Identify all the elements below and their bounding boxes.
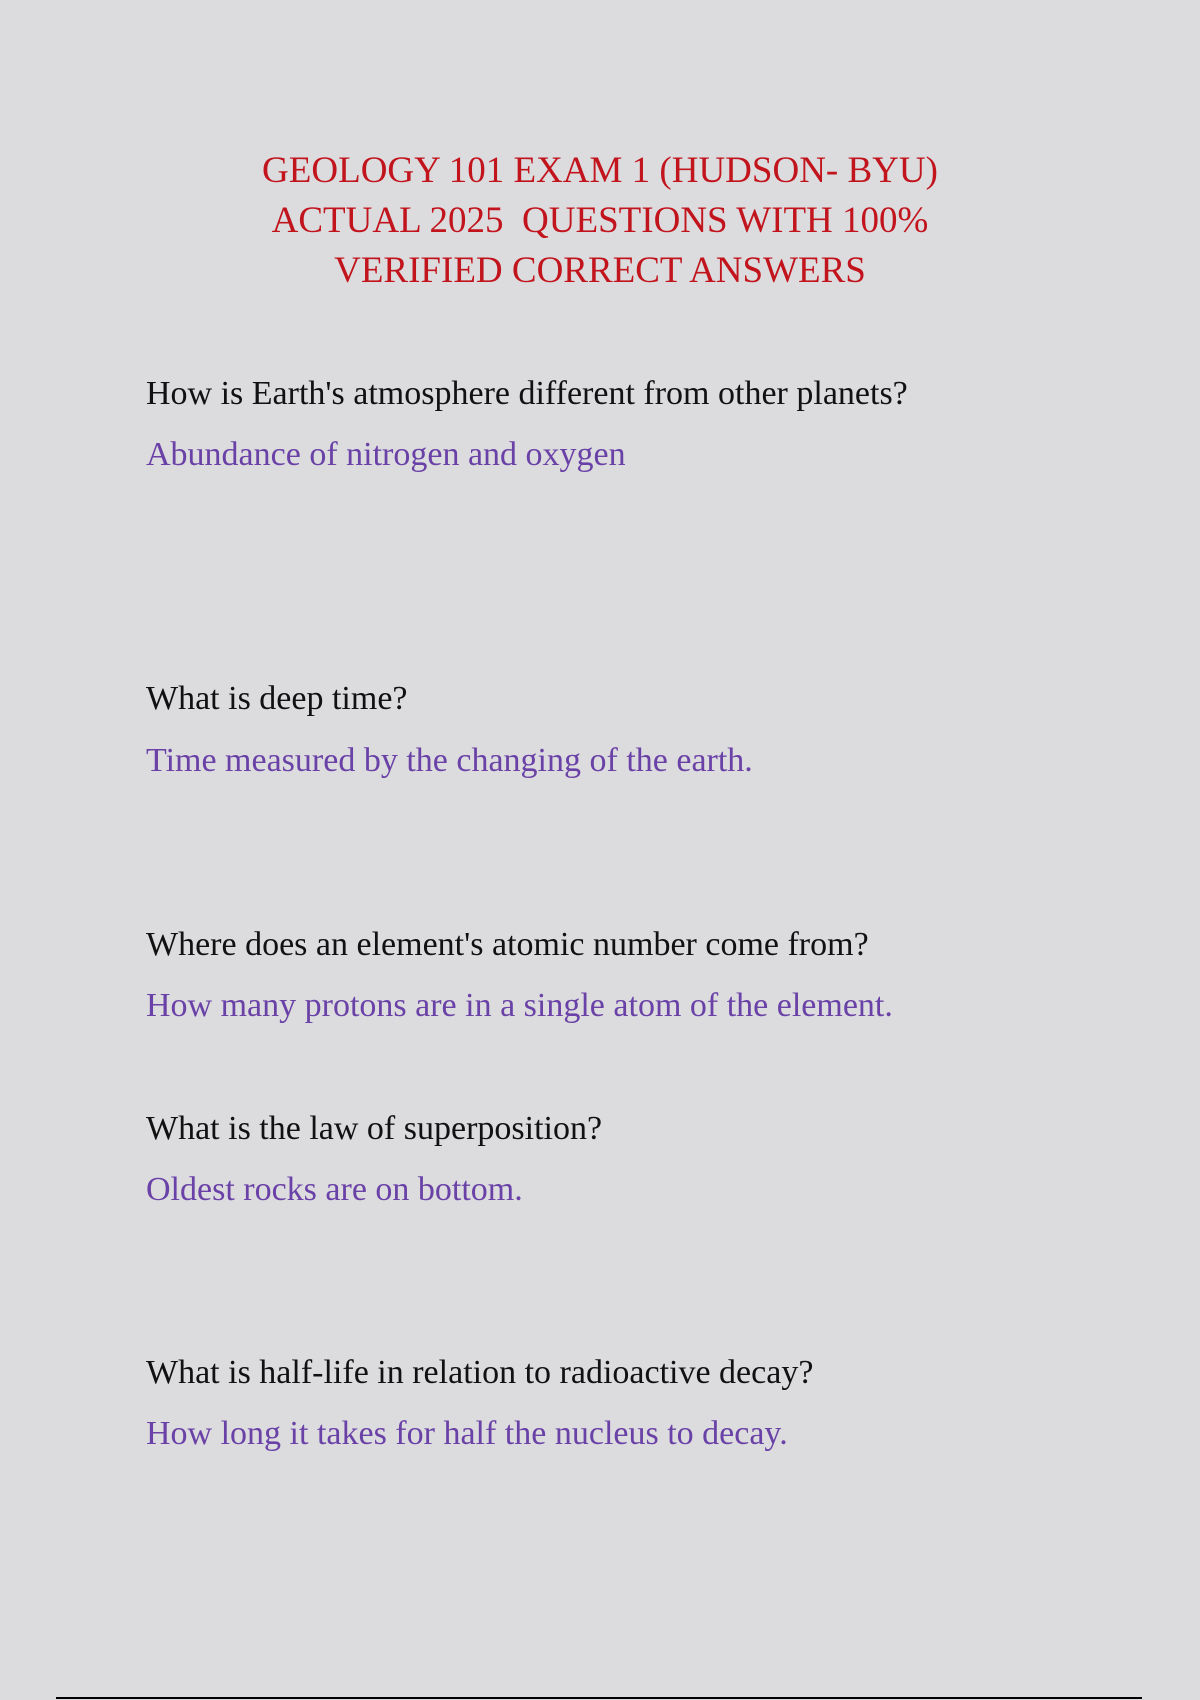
question-1: How is Earth's atmosphere different from other planets? — [146, 375, 908, 412]
title-line-2: ACTUAL 2025 QUESTIONS WITH 100% — [271, 200, 929, 241]
question-3: Where does an element's atomic number come from? — [146, 926, 869, 963]
question-2: What is deep time? — [146, 680, 408, 717]
bottom-divider — [56, 1697, 1142, 1699]
title-line-1: GEOLOGY 101 EXAM 1 (HUDSON- BYU) — [262, 150, 938, 191]
document-title — [180, 146, 1020, 296]
answer-1: Abundance of nitrogen and oxygen — [146, 436, 626, 473]
title-line-3: VERIFIED CORRECT ANSWERS — [334, 250, 866, 291]
answer-2: Time measured by the changing of the earth. — [146, 742, 753, 779]
question-4: What is the law of superposition? — [146, 1110, 603, 1147]
answer-5: How long it takes for half the nucleus to decay. — [146, 1415, 788, 1452]
answer-3: How many protons are in a single atom of the element. — [146, 987, 893, 1024]
question-5: What is half-life in relation to radioactive decay? — [146, 1354, 814, 1391]
answer-4: Oldest rocks are on bottom. — [146, 1171, 523, 1208]
